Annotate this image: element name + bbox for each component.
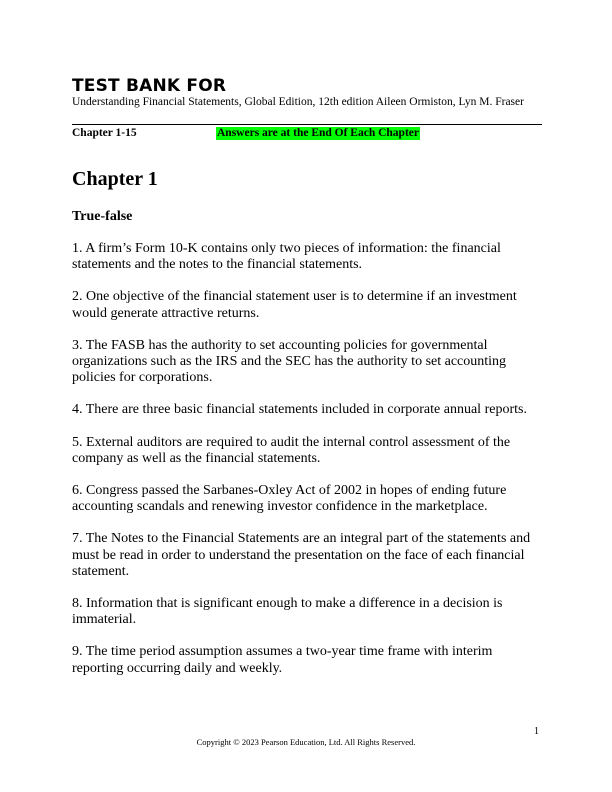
question-list <box>72 241 542 693</box>
copyright-footer: Copyright © 2023 Pearson Education, Ltd. All Rights Reserved. <box>196 737 416 747</box>
question-item: 1. A firm’s Form 10-K contains only two pieces of information: the financial statements and the notes to the financial statements. <box>72 241 501 273</box>
question-item: 8. Information that is significant enough to make a difference in a decision is immaterial. <box>72 596 503 628</box>
section-heading-true-false: True-false <box>72 209 133 224</box>
page-number: 1 <box>534 726 539 737</box>
chapter-range-label: Chapter 1-15 <box>72 127 137 139</box>
question-item: 4. There are three basic financial statements included in corporate annual reports. <box>72 402 527 418</box>
question-item: 6. Congress passed the Sarbanes-Oxley Act of 2002 in hopes of ending future accounting scandals and renewing investor confidence in the marketplace. <box>72 483 507 515</box>
question-item: 9. The time period assumption assumes a two-year time frame with interim reporting occurring daily and weekly. <box>72 644 493 676</box>
answers-note-highlight: Answers are at the End Of Each Chapter <box>217 127 419 139</box>
question-item: 5. External auditors are required to audit the internal control assessment of the company as well as the financial statements. <box>72 434 511 466</box>
question-item: 7. The Notes to the Financial Statements are an integral part of the statements and must be read in order to understand the presentation on the face of each financial statement. <box>72 531 531 579</box>
header-divider <box>72 124 542 125</box>
chapter-heading: Chapter 1 <box>72 168 158 190</box>
book-subtitle: Understanding Financial Statements, Global Edition, 12th edition Aileen Ormiston, Lyn M. Fraser <box>72 96 524 108</box>
question-item: 3. The FASB has the authority to set accounting policies for governmental organizations such as the IRS and the SEC has the authority to set accounting policies for corporations. <box>72 337 507 386</box>
question-item: 2. One objective of the financial statement user is to determine if an investment would generate attractive returns. <box>72 289 517 321</box>
test-bank-title: TEST BANK FOR <box>72 76 227 96</box>
